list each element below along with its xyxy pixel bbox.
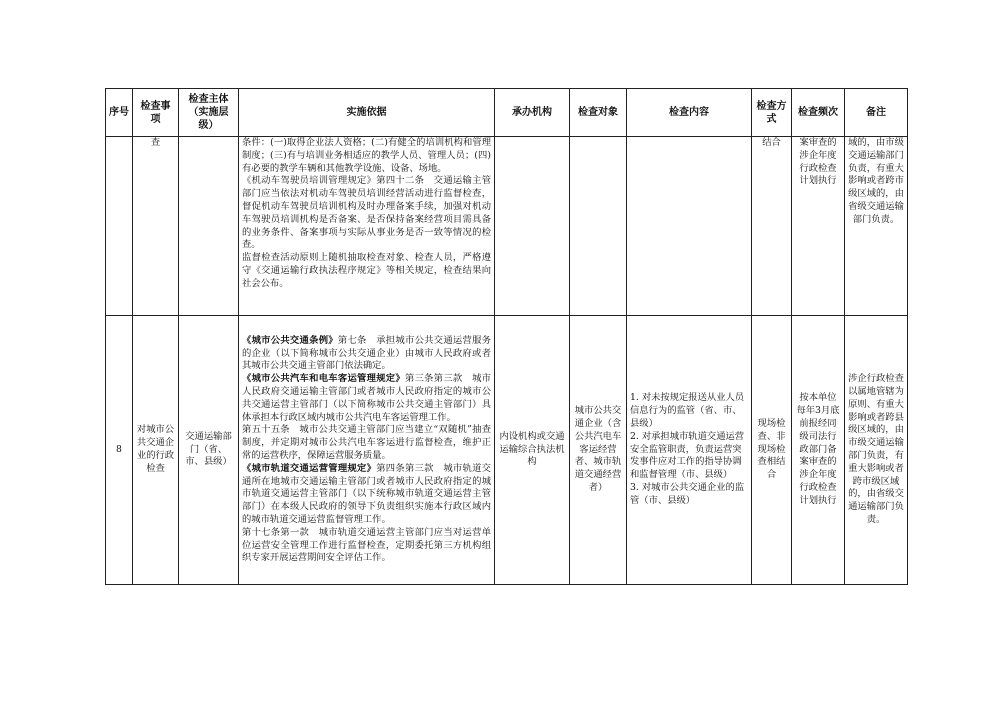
header-subject: 检查主体（实施层级） [179,89,239,137]
regulation-title: 《城市公共汽车和电车客运管理规定》 [242,373,405,385]
content-item: 1. 对未按规定报送从业人员信息行为的监管（省、市、县级） [630,392,745,429]
header-object: 检查对象 [570,89,627,137]
header-note: 备注 [845,89,908,137]
freq-cell: 按本单位每年3月底前报经同级司法行政部门备案审查的涉企年度行政检查计划执行 [792,316,845,585]
basis-paragraph: 监督检查活动原则上随机抽取检查对象、检查人员，严格遵守《交通运输行政执法程序规定》等相关规定，检查结果向社会公布。 [242,252,491,289]
item-cell: 对城市公共交通企业的行政检查 [133,316,179,585]
basis-text: 第四条第三款 城市轨道交通所在地城市交通运输主管部门或者城市人民政府指定的城市轨道交通运营主管部门（以下统称城市轨道交通运营主管部门）在本级人民政府的领导下负责组织实施本行政区域内的城市轨道交通运营监督管理工作。 [242,462,491,525]
freq-cell: 案审查的涉企年度行政检查计划执行 [792,137,845,316]
basis-text: 第七条 承担城市公共交通运营服务的企业（以下简称城市公共交通企业）由城市人民政府或者其城市公共交通主管部门依法确定。 [242,334,491,372]
basis-paragraph [242,463,491,527]
header-content: 检查内容 [627,89,752,137]
header-seq: 序号 [106,89,133,137]
seq-cell: 8 [106,316,133,585]
basis-paragraph: 第五十五条 城市公共交通主管部门应当建立“双随机”抽查制度，并定期对城市公共汽电车客运进行监督检查，维护正常的运营秩序，保障运营服务质量。 [242,424,491,461]
header-method: 检查方式 [752,89,792,137]
basis-cell [239,137,495,316]
header-basis: 实施依据 [239,89,495,137]
object-cell [570,137,627,316]
seq-cell [106,137,133,316]
regulation-title: 《城市轨道交通运营管理规定》 [242,462,377,474]
basis-cell [239,316,495,585]
regulation-title: 《城市公共交通条例》 [242,334,338,346]
content-item: 3. 对城市公共交通企业的监管（市、县级） [630,481,745,506]
method-cell: 结合 [752,137,792,316]
subject-cell [179,137,239,316]
item-cell: 查 [133,137,179,316]
table-row [106,137,908,316]
basis-paragraph: 《机动车驾驶员培训管理规定》第四十二条 交通运输主管部门应当依法对机动车驾驶员培训经营活动进行监督检查，督促机动车驾驶员培训机构及时办理备案手续，加强对机动车驾驶员培训机构是否备案、是否保持备案经营项目需具备的业务条件、备案事项与实际从事业务是否一致等情况的检查。 [242,175,491,251]
method-cell: 现场检查、非现场检查相结合 [752,316,792,585]
content-cell [627,316,752,585]
header-org: 承办机构 [495,89,570,137]
note-cell: 涉企行政检查以属地管辖为原则、有重大影响或者跨县级区域的，由市级交通运输部门负责，有重大影响或者跨市级区域的，由省级交通运输部门负责。 [845,316,908,585]
header-freq: 检查频次 [792,89,845,137]
basis-paragraph: 第十七条第一款 城市轨道交通运营主管部门应当对运营单位运营安全管理工作进行监督检查，定期委托第三方机构组织专家开展运营期间安全评估工作。 [242,526,491,564]
subject-cell: 交通运输部门（省、市、县级） [179,316,239,585]
basis-paragraph [242,335,491,373]
basis-text: 第三条第三款 城市人民政府交通运输主管部门或者城市人民政府指定的城市公共交通运营主管部门（以下简称城市公共交通主管部门）具体承担本行政区域内城市公共汽电车客运管理工作。 [242,373,491,423]
header-item: 检查事项 [133,89,179,137]
object-cell: 城市公共交通企业（含公共汽电车客运经营者、城市轨道交通经营者） [570,316,627,585]
org-cell: 内设机构或交通运输综合执法机构 [495,316,570,585]
inspection-table [105,88,908,585]
org-cell [495,137,570,316]
content-cell [627,137,752,316]
basis-paragraph [242,373,491,424]
note-cell: 域的，由市级交通运输部门负责，有重大影响或者跨市级区域的，由省级交通运输部门负责。 [845,137,908,316]
header-row [106,89,908,137]
table-row [106,316,908,585]
content-item: 2. 对承担城市轨道交通运营安全监管职责，负责运营突发事件应对工作的指导协调和监督管理（市、县级） [630,430,745,481]
basis-paragraph: 条件：(一)取得企业法人资格；(二)有健全的培训机构和管理制度；(三)有与培训业务相适应的教学人员、管理人员；(四)有必要的教学车辆和其他教学设施、设备、场地。 [242,137,491,174]
